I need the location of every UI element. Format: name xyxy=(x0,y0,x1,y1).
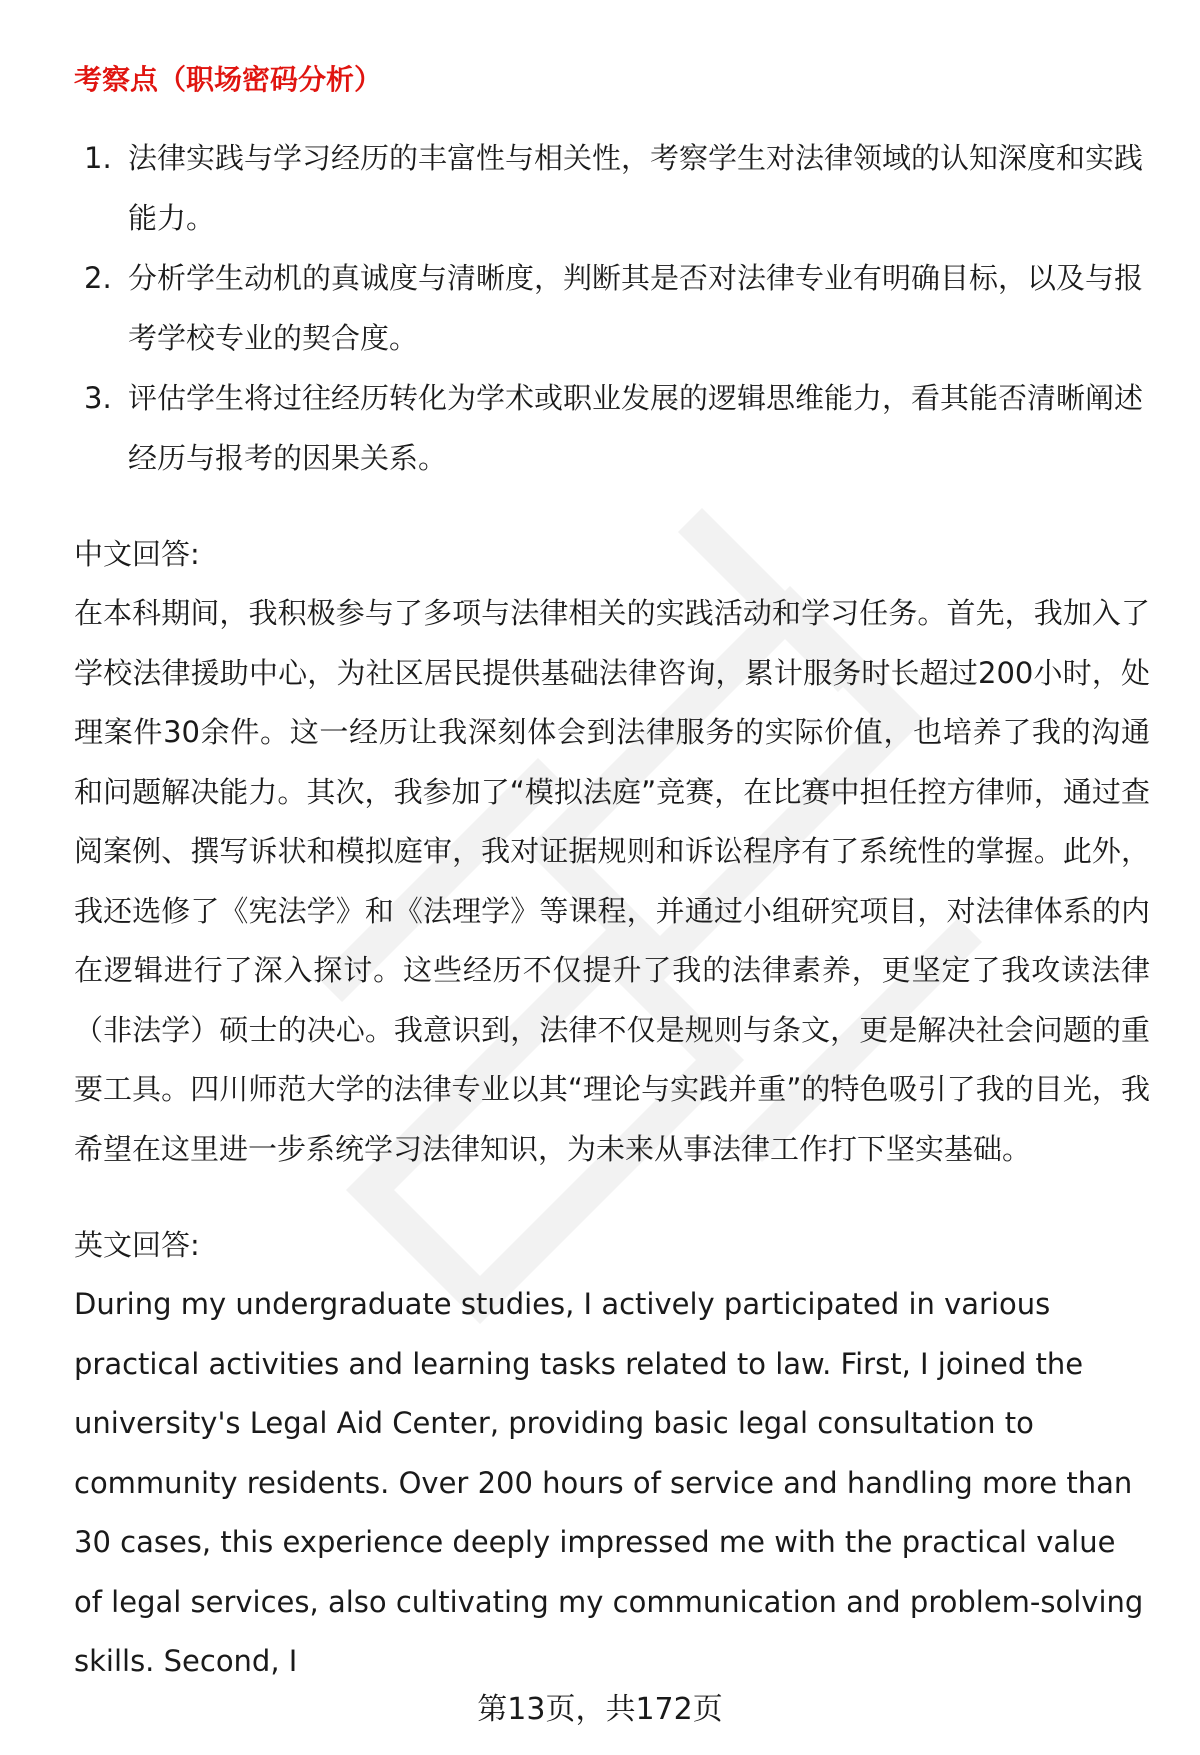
english-answer-label: 英文回答: xyxy=(74,1228,200,1262)
list-item xyxy=(74,368,1150,488)
list-item-number: 3. xyxy=(84,381,112,415)
list-item-text: 分析学生动机的真诚度与清晰度，判断其是否对法律专业有明确目标，以及与报考学校专业的契合度。 xyxy=(128,261,1144,355)
list-item-text: 评估学生将过往经历转化为学术或职业发展的逻辑思维能力，看其能否清晰阐述经历与报考的因果关系。 xyxy=(128,381,1144,475)
chinese-answer-label: 中文回答: xyxy=(74,537,200,571)
list-item xyxy=(74,128,1150,248)
list-item xyxy=(74,248,1150,368)
section-heading: 考察点（职场密码分析） xyxy=(74,63,383,96)
document-page xyxy=(74,60,1150,1692)
english-answer-text: During my undergraduate studies, I actively participated in various practical activities and learning tasks related to law. First, I joined the university's Legal Aid Center, providing basic legal consultation to community residents. Over 200 hours of service and handling more than 30 cases, this experience deeply impressed me with the practical value of legal services, also cultivating my communication and problem-solving skills. Second, I xyxy=(74,1287,1144,1678)
list-item-number: 2. xyxy=(84,261,112,295)
chinese-answer-text: 在本科期间，我积极参与了多项与法律相关的实践活动和学习任务。首先，我加入了学校法律援助中心，为社区居民提供基础法律咨询，累计服务时长超过200小时，处理案件30余件。这一经历让我深刻体会到法律服务的实际价值，也培养了我的沟通和问题解决能力。其次，我参加了“模拟法庭”竞赛，在比赛中担任控方律师，通过查阅案例、撰写诉状和模拟庭审，我对证据规则和诉讼程序有了系统性的掌握。此外，我还选修了《宪法学》和《法理学》等课程，并通过小组研究项目，对法律体系的内在逻辑进行了深入探讨。这些经历不仅提升了我的法律素养，更坚定了我攻读法律（非法学）硕士的决心。我意识到，法律不仅是规则与条文，更是解决社会问题的重要工具。四川师范大学的法律专业以其“理论与实践并重”的特色吸引了我的目光，我希望在这里进一步系统学习法律知识，为未来从事法律工作打下坚实基础。 xyxy=(74,596,1150,1166)
list-item-number: 1. xyxy=(84,141,112,175)
list-item-text: 法律实践与学习经历的丰富性与相关性，考察学生对法律领域的认知深度和实践能力。 xyxy=(128,141,1144,235)
page-number-footer: 第13页，共172页 xyxy=(477,1692,723,1727)
assessment-points-list xyxy=(74,128,1150,488)
